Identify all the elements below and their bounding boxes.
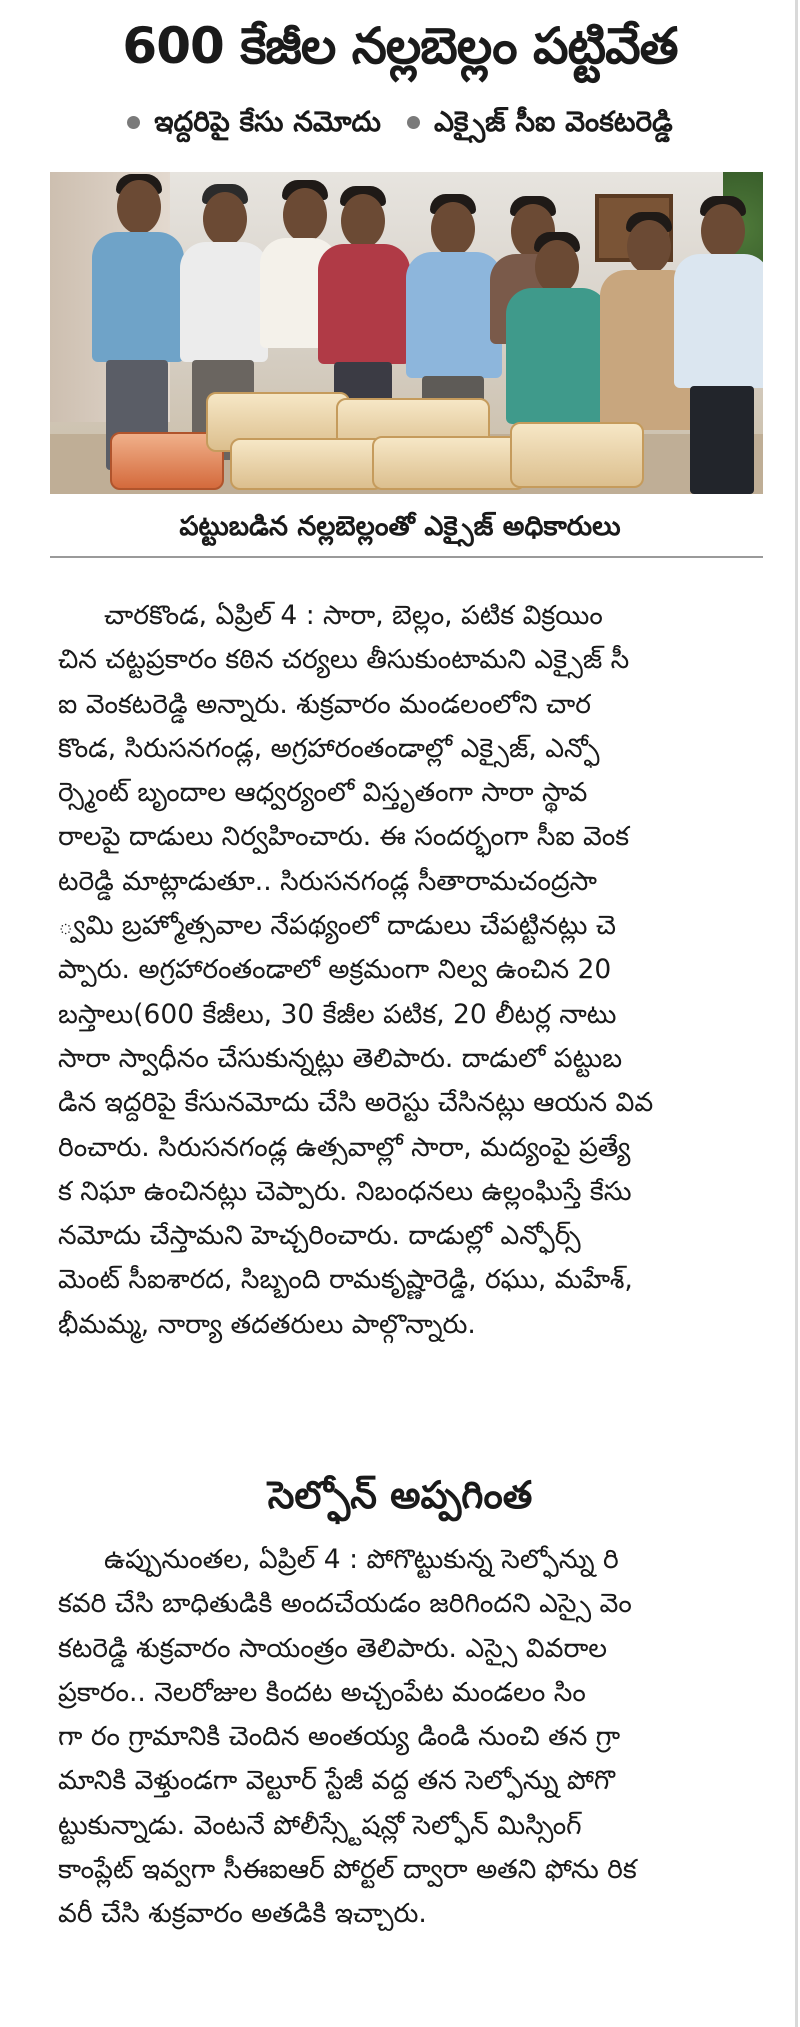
body-line: భీమమ్మ, నార్యా తదతరులు పాల్గొన్నారు. [58, 1308, 476, 1340]
bag [510, 422, 644, 488]
subheads [40, 102, 760, 142]
subhead [407, 102, 673, 142]
body-line: బస్తాలు(600 కేజీలు, 30 కేజీల పటిక, 20 లీటర్ల నాటు [58, 998, 617, 1030]
photo-caption: పట్టుబడిన నల్లబెల్లంతో ఎక్సైజ్ అధికారులు [179, 511, 621, 542]
body-line: రాలపై దాడులు నిర్వహించారు. ఈ సందర్భంగా సీఐ వెంక [58, 821, 630, 853]
body-line: ఐ వెంకటరెడ్డి అన్నారు. శుక్రవారం మండలంలోని చార [58, 688, 591, 720]
body-line: నమోదు చేస్తామని హెచ్చరించారు. దాడుల్లో ఎన్ఫోర్స్ [58, 1220, 581, 1252]
body-line: వరీ చేసి శుక్రవారం అతడికి ఇచ్చారు. [58, 1898, 427, 1930]
body-line: కవరి చేసి బాధితుడికి అందచేయడం జరిగిందని ఎస్సై వెం [58, 1588, 632, 1620]
body-line: రించారు. సిరుసనగండ్ల ఉత్సవాల్లో సారా, మద్యంపై ప్రత్యే [58, 1131, 631, 1163]
bullet-icon [407, 116, 420, 129]
body-line: కాంప్లేట్ ఇవ్వగా సీఈఐఆర్ పోర్టల్ ద్వారా అతని ఫోను రిక [58, 1854, 637, 1886]
subhead-text: ఎక్సైజ్ సీఐ వెంకటరెడ్డి [433, 105, 673, 138]
body-line: ఉప్పునుంతల, ఏప్రిల్ 4 : పోగొట్టుకున్న సెల్ఫోన్ను రి [104, 1544, 619, 1575]
clipping-edge [795, 0, 798, 2027]
body-line: టరెడ్డి మాట్లాడుతూ.. సిరుసనగండ్ల సీతారామచంద్రసా [58, 865, 597, 897]
body-line: చిన చట్టప్రకారం కఠిన చర్యలు తీసుకుంటామని ఎక్సైజ్ సీ [58, 644, 630, 676]
bag [372, 436, 526, 490]
body-line: చారకొండ, ఏప్రిల్ 4 : సారా, బెల్లం, పటిక విక్రయిం [104, 600, 603, 631]
body-line: కటరెడ్డి శుక్రవారం సాయంత్రం తెలిపారు. ఎస్సై వివరాల [58, 1632, 608, 1664]
body-line: సారా స్వాధీనం చేసుకున్నట్లు తెలిపారు. దాడులో పట్టుబ [58, 1042, 623, 1074]
article-body [58, 594, 748, 1347]
bullet-icon [127, 116, 140, 129]
body-line: మెంట్ సీఐశారద, సిబ్బంది రామకృష్ణారెడ్డి, రఘు, మహేశ్, [58, 1264, 633, 1296]
body-line: ్వమి బ్రహ్మోత్సవాల నేపథ్యంలో దాడులు చేపట్టినట్లు చె [58, 910, 616, 942]
news-photo [50, 172, 763, 494]
body-line: గా రం గ్రామానికి చెందిన అంతయ్య డిండి నుంచి తన గ్రా [58, 1721, 621, 1753]
second-article-body [58, 1538, 748, 1937]
body-line: ప్పారు. అగ్రహారంతండాలో అక్రమంగా నిల్వ ఉంచిన 20 [58, 954, 612, 986]
second-headline: సెల్ఫోన్ అప్పగింత [267, 1473, 533, 1517]
body-line: ప్రకారం.. నెలరోజుల కిందట అచ్చంపేట మండలం సిం [58, 1676, 586, 1708]
caption-divider [50, 556, 763, 558]
body-line: క నిఘా ఉంచినట్లు చెప్పారు. నిబంధనలు ఉల్లంఘిస్తే కేసు [58, 1175, 632, 1207]
subhead [127, 102, 381, 142]
body-line: కొండ, సిరుసనగండ్ల, అగ్రహారంతండాల్లో ఎక్సైజ్, ఎన్ఫో [58, 732, 600, 764]
body-line: డిన ఇద్దరిపై కేసునమోదు చేసి అరెస్టు చేసినట్లు ఆయన వివ [58, 1087, 654, 1119]
body-line: ట్టుకున్నాడు. వెంటనే పోలీస్స్టేషన్లో సెల్ఫోన్ మిస్సింగ్ [58, 1809, 582, 1841]
headline: 600 కేజీల నల్లబెల్లం పట్టివేత [122, 17, 678, 75]
bag [230, 438, 384, 490]
jaggery-bags [110, 392, 650, 488]
body-line: మానికి వెళ్తుండగా వెల్టూర్ స్టేజీ వద్ద తన సెల్ఫోన్ను పోగొ [58, 1765, 615, 1797]
body-line: ర్స్మెంట్ బృందాల ఆధ్వర్యంలో విస్తృతంగా సారా స్థావ [58, 777, 588, 809]
subhead-text: ఇద్దరిపై కేసు నమోదు [154, 105, 381, 138]
